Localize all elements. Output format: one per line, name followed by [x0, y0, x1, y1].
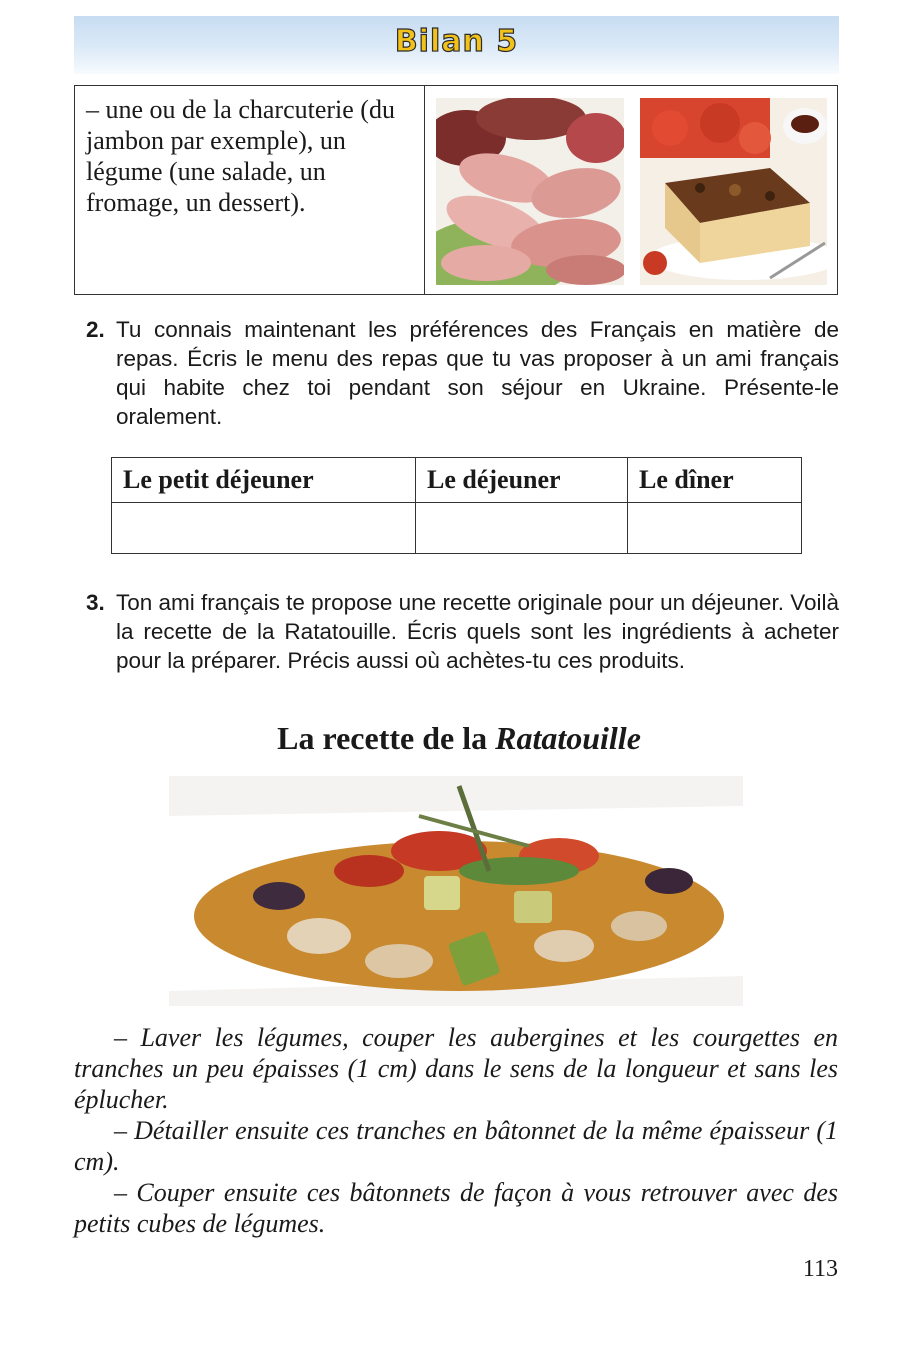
exercise-text: Ton ami français te propose une recette originale pour un déjeuner. Voilà la recette de la Ratatouille. Écris quels sont les ingrédients à acheter pour la préparer. Précis aussi où achètes-tu ces produits.	[116, 590, 839, 673]
meal-table-header-row	[112, 458, 802, 503]
box-divider	[424, 86, 425, 294]
ham-photo	[436, 98, 624, 285]
header-band	[74, 16, 839, 74]
exercise-2	[86, 315, 839, 431]
cheesecake-photo	[640, 98, 827, 285]
recipe-title	[0, 720, 918, 757]
breakfast-cell[interactable]	[112, 503, 416, 554]
recipe-step: – Détailler ensuite ces tranches en bâtonnet de la même épaisseur (1 cm).	[74, 1116, 838, 1176]
header-lunch: Le déjeuner	[416, 458, 628, 503]
exercise-number: 2.	[86, 317, 105, 342]
recipe-title-prefix: La recette de la	[277, 720, 496, 756]
page-number: 113	[802, 1256, 838, 1282]
food-box-text: – une ou de la charcuterie (du jambon par exemple), un légume (une salade, un fromage, un dessert).	[86, 95, 395, 217]
recipe-title-dish: Ratatouille	[495, 720, 641, 756]
exercise-text: Tu connais maintenant les préférences des Français en matière de repas. Écris le menu des repas que tu vas proposer à un ami français qui habite chez toi pendant son séjour en Ukraine. Présente-le oralement.	[116, 317, 839, 429]
recipe-step: – Couper ensuite ces bâtonnets de façon à vous retrouver avec des petits cubes de légumes.	[74, 1178, 838, 1238]
header-breakfast: Le petit déjeuner	[112, 458, 416, 503]
exercise-number: 3.	[86, 590, 105, 615]
page-title: Bilan 5	[394, 24, 519, 59]
meal-table-answer-row	[112, 503, 802, 554]
recipe-step: – Laver les légumes, couper les aubergines et les courgettes en tranches un peu épaisses (1 cm) dans le sens de la longueur et sans les éplucher.	[74, 1023, 838, 1114]
lunch-cell[interactable]	[416, 503, 628, 554]
food-box	[74, 85, 838, 295]
meal-table	[111, 457, 802, 554]
exercise-3	[86, 588, 839, 675]
ratatouille-photo	[169, 776, 743, 1006]
dinner-cell[interactable]	[628, 503, 802, 554]
recipe-steps	[74, 1022, 838, 1239]
header-dinner: Le dîner	[628, 458, 802, 503]
